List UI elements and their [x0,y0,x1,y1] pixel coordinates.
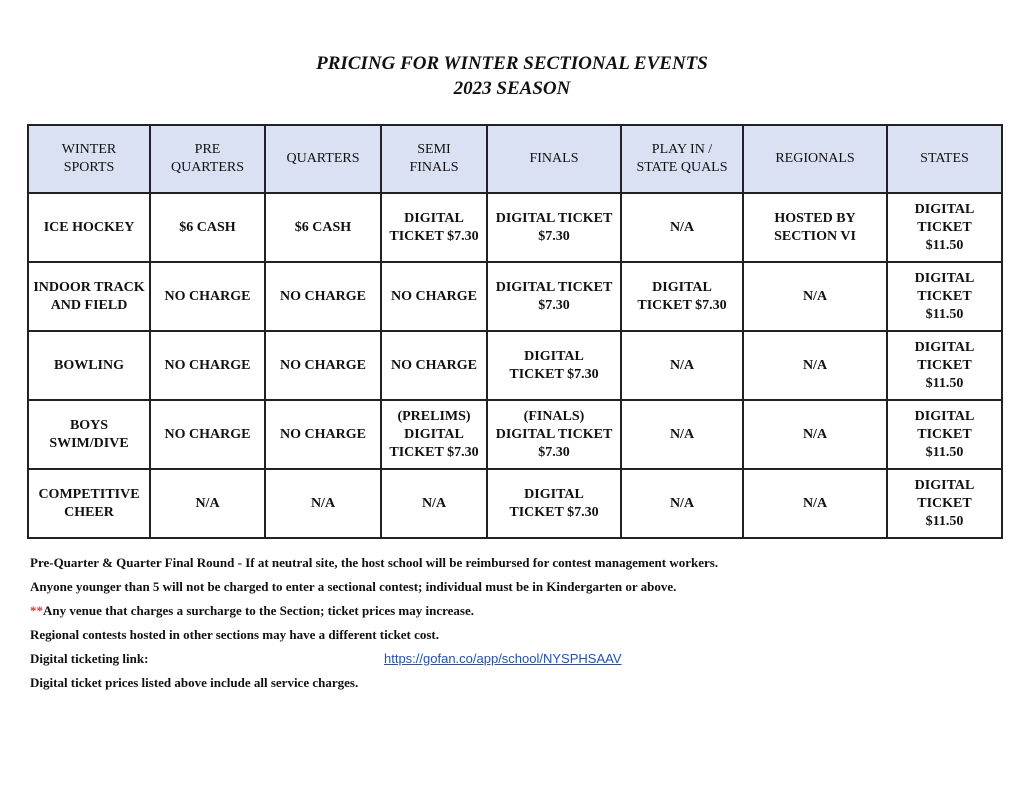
notes-section [30,554,990,698]
price-cell: N/A [381,469,487,538]
price-cell: DIGITAL TICKET $11.50 [887,193,1002,262]
price-cell: DIGITAL TICKET $7.30 [487,469,621,538]
price-cell: NO CHARGE [150,400,265,469]
column-header: WINTER SPORTS [28,125,150,193]
note-regional: Regional contests hosted in other sections may have a different ticket cost. [30,627,439,642]
link-label: Digital ticketing link: [30,651,149,666]
price-cell: DIGITAL TICKET $7.30 [487,262,621,331]
price-cell: DIGITAL TICKET $11.50 [887,331,1002,400]
note-age: Anyone younger than 5 will not be charged to enter a sectional contest; individual must be in Kindergarten or above. [30,579,677,594]
table-row [28,262,1002,331]
asterisk-marker: ** [30,603,43,618]
note-surcharge [30,602,990,626]
sport-name-cell: BOWLING [28,331,150,400]
table-row [28,331,1002,400]
table-header-row [28,125,1002,193]
price-cell: $6 CASH [150,193,265,262]
price-cell: NO CHARGE [265,262,381,331]
price-cell: N/A [150,469,265,538]
price-cell: N/A [743,400,887,469]
sport-name-cell: COMPETITIVE CHEER [28,469,150,538]
price-cell: $6 CASH [265,193,381,262]
page-subtitle: 2023 SEASON [453,78,571,99]
price-cell: DIGITAL TICKET $7.30 [487,331,621,400]
note-link [30,650,990,674]
note-rounds: Pre-Quarter & Quarter Final Round - If at neutral site, the host school will be reimbursed for contest management workers. [30,555,719,570]
price-cell: NO CHARGE [381,331,487,400]
price-cell: DIGITAL TICKET $11.50 [887,262,1002,331]
table-row [28,400,1002,469]
price-cell: N/A [743,469,887,538]
column-header: STATES [887,125,1002,193]
price-cell: N/A [621,193,743,262]
price-cell: NO CHARGE [381,262,487,331]
price-cell: (PRELIMS) DIGITAL TICKET $7.30 [381,400,487,469]
price-cell: DIGITAL TICKET $7.30 [381,193,487,262]
column-header: REGIONALS [743,125,887,193]
column-header: QUARTERS [265,125,381,193]
column-header: PRE QUARTERS [150,125,265,193]
table-row [28,469,1002,538]
price-cell: N/A [621,400,743,469]
price-cell: DIGITAL TICKET $11.50 [887,469,1002,538]
price-cell: NO CHARGE [265,331,381,400]
table-row [28,193,1002,262]
price-cell: DIGITAL TICKET $11.50 [887,400,1002,469]
note-surcharge-text: Any venue that charges a surcharge to the Section; ticket prices may increase. [43,603,474,618]
price-cell: N/A [743,262,887,331]
sport-name-cell: INDOOR TRACK AND FIELD [28,262,150,331]
ticketing-link[interactable]: https://gofan.co/app/school/NYSPHSAAV [384,651,622,666]
price-cell: NO CHARGE [265,400,381,469]
pricing-table [27,124,1003,539]
price-cell: DIGITAL TICKET $7.30 [487,193,621,262]
column-header: PLAY IN / STATE QUALS [621,125,743,193]
price-cell: NO CHARGE [150,262,265,331]
price-cell: DIGITAL TICKET $7.30 [621,262,743,331]
sport-name-cell: BOYS SWIM/DIVE [28,400,150,469]
price-cell: N/A [621,469,743,538]
price-cell: N/A [265,469,381,538]
price-cell: (FINALS) DIGITAL TICKET $7.30 [487,400,621,469]
price-cell: N/A [621,331,743,400]
column-header: FINALS [487,125,621,193]
price-cell: NO CHARGE [150,331,265,400]
page-title: PRICING FOR WINTER SECTIONAL EVENTS [316,53,708,74]
price-cell: N/A [743,331,887,400]
price-cell: HOSTED BY SECTION VI [743,193,887,262]
sport-name-cell: ICE HOCKEY [28,193,150,262]
column-header: SEMI FINALS [381,125,487,193]
note-service-charges: Digital ticket prices listed above include all service charges. [30,675,359,690]
